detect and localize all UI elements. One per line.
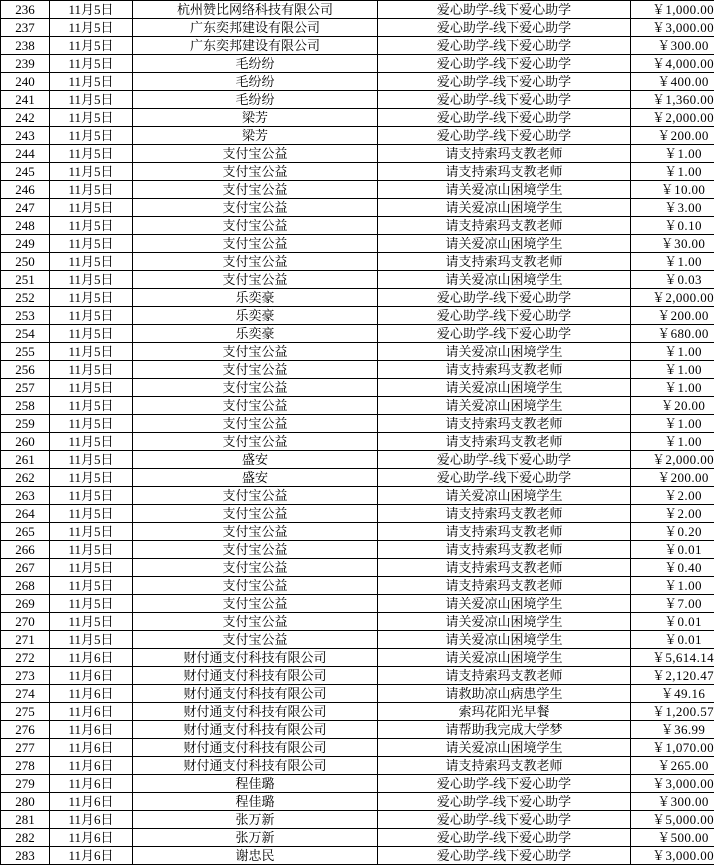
cell-date: 11月5日 <box>50 343 133 361</box>
cell-index: 256 <box>1 361 50 379</box>
cell-date: 11月5日 <box>50 613 133 631</box>
cell-date: 11月5日 <box>50 559 133 577</box>
cell-index: 254 <box>1 325 50 343</box>
cell-date: 11月5日 <box>50 1 133 19</box>
cell-date: 11月5日 <box>50 181 133 199</box>
cell-project: 请关爱凉山困境学生 <box>378 271 631 289</box>
cell-project: 爱心助学-线下爱心助学 <box>378 91 631 109</box>
cell-index: 263 <box>1 487 50 505</box>
cell-date: 11月5日 <box>50 37 133 55</box>
cell-date: 11月5日 <box>50 19 133 37</box>
table-row <box>1 721 714 739</box>
table-row <box>1 685 714 703</box>
cell-amount: ￥200.00 <box>631 469 714 487</box>
cell-date: 11月6日 <box>50 811 133 829</box>
cell-project: 请关爱凉山困境学生 <box>378 199 631 217</box>
cell-amount: ￥680.00 <box>631 325 714 343</box>
cell-date: 11月5日 <box>50 631 133 649</box>
table-row <box>1 541 714 559</box>
table-row <box>1 271 714 289</box>
cell-index: 277 <box>1 739 50 757</box>
cell-donor: 盛安 <box>133 469 378 487</box>
cell-donor: 支付宝公益 <box>133 397 378 415</box>
table-row <box>1 325 714 343</box>
cell-donor: 张万新 <box>133 811 378 829</box>
cell-project: 请关爱凉山困境学生 <box>378 631 631 649</box>
cell-project: 爱心助学-线下爱心助学 <box>378 307 631 325</box>
table-row <box>1 559 714 577</box>
cell-amount: ￥1.00 <box>631 415 714 433</box>
cell-date: 11月6日 <box>50 685 133 703</box>
cell-donor: 乐奕豪 <box>133 289 378 307</box>
cell-amount: ￥300.00 <box>631 793 714 811</box>
table-row <box>1 289 714 307</box>
table-row <box>1 217 714 235</box>
cell-project: 请支持索玛支教老师 <box>378 541 631 559</box>
cell-project: 请支持索玛支教老师 <box>378 667 631 685</box>
cell-date: 11月5日 <box>50 199 133 217</box>
cell-project: 请支持索玛支教老师 <box>378 559 631 577</box>
cell-donor: 毛纷纷 <box>133 55 378 73</box>
cell-project: 爱心助学-线下爱心助学 <box>378 55 631 73</box>
cell-index: 265 <box>1 523 50 541</box>
cell-project: 请支持索玛支教老师 <box>378 253 631 271</box>
cell-index: 260 <box>1 433 50 451</box>
cell-amount: ￥1,200.57 <box>631 703 714 721</box>
cell-amount: ￥5,614.14 <box>631 649 714 667</box>
cell-date: 11月5日 <box>50 163 133 181</box>
table-row <box>1 793 714 811</box>
cell-donor: 广东奕邦建设有限公司 <box>133 37 378 55</box>
cell-index: 238 <box>1 37 50 55</box>
cell-amount: ￥7.00 <box>631 595 714 613</box>
cell-date: 11月5日 <box>50 415 133 433</box>
cell-project: 爱心助学-线下爱心助学 <box>378 829 631 847</box>
cell-project: 爱心助学-线下爱心助学 <box>378 775 631 793</box>
cell-project: 爱心助学-线下爱心助学 <box>378 73 631 91</box>
cell-donor: 财付通支付科技有限公司 <box>133 703 378 721</box>
cell-index: 266 <box>1 541 50 559</box>
cell-date: 11月6日 <box>50 829 133 847</box>
cell-amount: ￥4,000.00 <box>631 55 714 73</box>
cell-index: 267 <box>1 559 50 577</box>
table-row <box>1 397 714 415</box>
cell-amount: ￥0.01 <box>631 613 714 631</box>
cell-date: 11月5日 <box>50 379 133 397</box>
cell-donor: 支付宝公益 <box>133 631 378 649</box>
cell-donor: 支付宝公益 <box>133 487 378 505</box>
cell-date: 11月5日 <box>50 451 133 469</box>
cell-date: 11月6日 <box>50 649 133 667</box>
cell-index: 245 <box>1 163 50 181</box>
cell-donor: 支付宝公益 <box>133 235 378 253</box>
cell-amount: ￥1.00 <box>631 577 714 595</box>
cell-index: 236 <box>1 1 50 19</box>
table-row <box>1 433 714 451</box>
cell-donor: 财付通支付科技有限公司 <box>133 667 378 685</box>
cell-index: 249 <box>1 235 50 253</box>
cell-date: 11月6日 <box>50 775 133 793</box>
cell-project: 请关爱凉山困境学生 <box>378 595 631 613</box>
cell-date: 11月6日 <box>50 703 133 721</box>
cell-date: 11月5日 <box>50 91 133 109</box>
cell-donor: 财付通支付科技有限公司 <box>133 757 378 775</box>
cell-amount: ￥5,000.00 <box>631 811 714 829</box>
cell-date: 11月5日 <box>50 523 133 541</box>
table-row <box>1 379 714 397</box>
cell-donor: 谢忠民 <box>133 847 378 865</box>
table-row <box>1 595 714 613</box>
cell-project: 请救助凉山病患学生 <box>378 685 631 703</box>
cell-index: 259 <box>1 415 50 433</box>
cell-amount: ￥1.00 <box>631 361 714 379</box>
cell-date: 11月5日 <box>50 253 133 271</box>
cell-date: 11月5日 <box>50 217 133 235</box>
table-row <box>1 577 714 595</box>
table-row <box>1 307 714 325</box>
cell-amount: ￥200.00 <box>631 127 714 145</box>
cell-amount: ￥2,120.47 <box>631 667 714 685</box>
cell-project: 爱心助学-线下爱心助学 <box>378 289 631 307</box>
cell-index: 271 <box>1 631 50 649</box>
cell-donor: 支付宝公益 <box>133 271 378 289</box>
cell-index: 253 <box>1 307 50 325</box>
table-row <box>1 649 714 667</box>
cell-donor: 毛纷纷 <box>133 73 378 91</box>
cell-amount: ￥36.99 <box>631 721 714 739</box>
cell-date: 11月5日 <box>50 595 133 613</box>
cell-index: 237 <box>1 19 50 37</box>
cell-project: 请支持索玛支教老师 <box>378 505 631 523</box>
table-row <box>1 37 714 55</box>
cell-donor: 财付通支付科技有限公司 <box>133 649 378 667</box>
cell-donor: 盛安 <box>133 451 378 469</box>
cell-donor: 支付宝公益 <box>133 523 378 541</box>
cell-amount: ￥0.20 <box>631 523 714 541</box>
cell-amount: ￥0.10 <box>631 217 714 235</box>
cell-index: 280 <box>1 793 50 811</box>
cell-donor: 支付宝公益 <box>133 181 378 199</box>
table-row <box>1 199 714 217</box>
cell-amount: ￥1.00 <box>631 163 714 181</box>
cell-project: 请支持索玛支教老师 <box>378 415 631 433</box>
cell-donor: 支付宝公益 <box>133 505 378 523</box>
cell-donor: 支付宝公益 <box>133 559 378 577</box>
cell-index: 281 <box>1 811 50 829</box>
cell-amount: ￥1.00 <box>631 433 714 451</box>
cell-amount: ￥2,000.00 <box>631 109 714 127</box>
cell-amount: ￥3,000.00 <box>631 775 714 793</box>
cell-donor: 支付宝公益 <box>133 415 378 433</box>
cell-date: 11月6日 <box>50 721 133 739</box>
cell-date: 11月5日 <box>50 271 133 289</box>
table-row <box>1 235 714 253</box>
table-row <box>1 469 714 487</box>
cell-amount: ￥49.16 <box>631 685 714 703</box>
cell-donor: 财付通支付科技有限公司 <box>133 685 378 703</box>
cell-project: 请关爱凉山困境学生 <box>378 613 631 631</box>
cell-project: 爱心助学-线下爱心助学 <box>378 451 631 469</box>
table-row <box>1 739 714 757</box>
cell-project: 爱心助学-线下爱心助学 <box>378 811 631 829</box>
cell-donor: 支付宝公益 <box>133 577 378 595</box>
cell-project: 请帮助我完成大学梦 <box>378 721 631 739</box>
cell-amount: ￥1,000.00 <box>631 1 714 19</box>
cell-index: 242 <box>1 109 50 127</box>
cell-donor: 支付宝公益 <box>133 361 378 379</box>
table-row <box>1 487 714 505</box>
cell-date: 11月5日 <box>50 145 133 163</box>
cell-donor: 支付宝公益 <box>133 217 378 235</box>
cell-project: 请支持索玛支教老师 <box>378 163 631 181</box>
cell-project: 请支持索玛支教老师 <box>378 361 631 379</box>
cell-donor: 乐奕豪 <box>133 325 378 343</box>
cell-amount: ￥0.03 <box>631 271 714 289</box>
cell-project: 请支持索玛支教老师 <box>378 145 631 163</box>
cell-date: 11月5日 <box>50 505 133 523</box>
cell-donor: 乐奕豪 <box>133 307 378 325</box>
cell-date: 11月5日 <box>50 307 133 325</box>
cell-index: 261 <box>1 451 50 469</box>
cell-index: 272 <box>1 649 50 667</box>
cell-amount: ￥3,000.00 <box>631 847 714 865</box>
cell-donor: 支付宝公益 <box>133 433 378 451</box>
cell-date: 11月5日 <box>50 325 133 343</box>
cell-amount: ￥400.00 <box>631 73 714 91</box>
cell-index: 258 <box>1 397 50 415</box>
table-row <box>1 181 714 199</box>
cell-amount: ￥0.01 <box>631 541 714 559</box>
cell-donor: 支付宝公益 <box>133 595 378 613</box>
cell-amount: ￥2.00 <box>631 505 714 523</box>
cell-amount: ￥2,000.00 <box>631 451 714 469</box>
cell-index: 268 <box>1 577 50 595</box>
cell-donor: 支付宝公益 <box>133 343 378 361</box>
cell-amount: ￥0.40 <box>631 559 714 577</box>
cell-index: 275 <box>1 703 50 721</box>
cell-donor: 财付通支付科技有限公司 <box>133 721 378 739</box>
cell-date: 11月6日 <box>50 757 133 775</box>
table-row <box>1 127 714 145</box>
cell-index: 240 <box>1 73 50 91</box>
cell-index: 270 <box>1 613 50 631</box>
cell-donor: 支付宝公益 <box>133 613 378 631</box>
cell-date: 11月5日 <box>50 235 133 253</box>
cell-date: 11月6日 <box>50 739 133 757</box>
table-row <box>1 613 714 631</box>
cell-index: 239 <box>1 55 50 73</box>
cell-amount: ￥265.00 <box>631 757 714 775</box>
cell-donor: 支付宝公益 <box>133 163 378 181</box>
table-row <box>1 361 714 379</box>
cell-index: 264 <box>1 505 50 523</box>
cell-amount: ￥1.00 <box>631 145 714 163</box>
cell-date: 11月5日 <box>50 127 133 145</box>
cell-amount: ￥30.00 <box>631 235 714 253</box>
cell-project: 请关爱凉山困境学生 <box>378 235 631 253</box>
cell-amount: ￥1.00 <box>631 343 714 361</box>
cell-index: 241 <box>1 91 50 109</box>
cell-index: 255 <box>1 343 50 361</box>
cell-donor: 广东奕邦建设有限公司 <box>133 19 378 37</box>
cell-project: 请关爱凉山困境学生 <box>378 181 631 199</box>
cell-index: 247 <box>1 199 50 217</box>
cell-donor: 支付宝公益 <box>133 253 378 271</box>
cell-project: 请支持索玛支教老师 <box>378 433 631 451</box>
cell-index: 274 <box>1 685 50 703</box>
cell-date: 11月5日 <box>50 469 133 487</box>
cell-amount: ￥2.00 <box>631 487 714 505</box>
table-row <box>1 73 714 91</box>
cell-date: 11月5日 <box>50 109 133 127</box>
cell-project: 爱心助学-线下爱心助学 <box>378 127 631 145</box>
cell-donor: 张万新 <box>133 829 378 847</box>
table-row <box>1 19 714 37</box>
cell-donor: 支付宝公益 <box>133 541 378 559</box>
cell-project: 请支持索玛支教老师 <box>378 757 631 775</box>
cell-date: 11月5日 <box>50 289 133 307</box>
cell-donor: 杭州赞比网络科技有限公司 <box>133 1 378 19</box>
cell-date: 11月6日 <box>50 847 133 865</box>
cell-date: 11月5日 <box>50 577 133 595</box>
cell-amount: ￥3.00 <box>631 199 714 217</box>
cell-amount: ￥1.00 <box>631 379 714 397</box>
cell-date: 11月5日 <box>50 73 133 91</box>
cell-index: 246 <box>1 181 50 199</box>
cell-project: 请关爱凉山困境学生 <box>378 379 631 397</box>
cell-project: 爱心助学-线下爱心助学 <box>378 1 631 19</box>
cell-project: 爱心助学-线下爱心助学 <box>378 469 631 487</box>
cell-donor: 程佳璐 <box>133 793 378 811</box>
cell-project: 请关爱凉山困境学生 <box>378 397 631 415</box>
cell-donor: 毛纷纷 <box>133 91 378 109</box>
cell-project: 爱心助学-线下爱心助学 <box>378 109 631 127</box>
cell-date: 11月5日 <box>50 397 133 415</box>
cell-index: 273 <box>1 667 50 685</box>
cell-date: 11月5日 <box>50 433 133 451</box>
cell-project: 爱心助学-线下爱心助学 <box>378 847 631 865</box>
cell-donor: 程佳璐 <box>133 775 378 793</box>
table-row <box>1 145 714 163</box>
cell-amount: ￥20.00 <box>631 397 714 415</box>
cell-project: 爱心助学-线下爱心助学 <box>378 325 631 343</box>
cell-project: 索玛花阳光早餐 <box>378 703 631 721</box>
table-row <box>1 415 714 433</box>
cell-amount: ￥2,000.00 <box>631 289 714 307</box>
table-row <box>1 343 714 361</box>
cell-date: 11月6日 <box>50 667 133 685</box>
cell-index: 257 <box>1 379 50 397</box>
table-row <box>1 631 714 649</box>
cell-date: 11月5日 <box>50 361 133 379</box>
cell-date: 11月5日 <box>50 487 133 505</box>
cell-donor: 支付宝公益 <box>133 199 378 217</box>
cell-index: 283 <box>1 847 50 865</box>
cell-project: 请支持索玛支教老师 <box>378 217 631 235</box>
cell-index: 262 <box>1 469 50 487</box>
cell-amount: ￥1,070.00 <box>631 739 714 757</box>
cell-amount: ￥1.00 <box>631 253 714 271</box>
cell-index: 251 <box>1 271 50 289</box>
cell-donor: 梁芳 <box>133 109 378 127</box>
cell-amount: ￥500.00 <box>631 829 714 847</box>
cell-amount: ￥3,000.00 <box>631 19 714 37</box>
cell-project: 爱心助学-线下爱心助学 <box>378 793 631 811</box>
table-row <box>1 451 714 469</box>
cell-project: 请关爱凉山困境学生 <box>378 343 631 361</box>
cell-amount: ￥1,360.00 <box>631 91 714 109</box>
cell-index: 278 <box>1 757 50 775</box>
table-row <box>1 91 714 109</box>
cell-index: 269 <box>1 595 50 613</box>
cell-donor: 支付宝公益 <box>133 145 378 163</box>
cell-index: 282 <box>1 829 50 847</box>
cell-project: 请关爱凉山困境学生 <box>378 739 631 757</box>
table-row <box>1 811 714 829</box>
table-row <box>1 523 714 541</box>
cell-date: 11月6日 <box>50 793 133 811</box>
cell-donor: 梁芳 <box>133 127 378 145</box>
table-row <box>1 847 714 865</box>
cell-date: 11月5日 <box>50 55 133 73</box>
table-row <box>1 505 714 523</box>
table-row <box>1 667 714 685</box>
cell-amount: ￥300.00 <box>631 37 714 55</box>
table-row <box>1 775 714 793</box>
cell-index: 252 <box>1 289 50 307</box>
table-row <box>1 1 714 19</box>
cell-index: 248 <box>1 217 50 235</box>
cell-index: 244 <box>1 145 50 163</box>
cell-amount: ￥10.00 <box>631 181 714 199</box>
cell-project: 请支持索玛支教老师 <box>378 523 631 541</box>
cell-project: 爱心助学-线下爱心助学 <box>378 37 631 55</box>
donation-table-body <box>1 1 714 865</box>
cell-index: 276 <box>1 721 50 739</box>
cell-project: 爱心助学-线下爱心助学 <box>378 19 631 37</box>
table-row <box>1 55 714 73</box>
table-row <box>1 163 714 181</box>
cell-amount: ￥0.01 <box>631 631 714 649</box>
cell-amount: ￥200.00 <box>631 307 714 325</box>
cell-date: 11月5日 <box>50 541 133 559</box>
table-row <box>1 829 714 847</box>
cell-index: 250 <box>1 253 50 271</box>
cell-index: 243 <box>1 127 50 145</box>
cell-donor: 财付通支付科技有限公司 <box>133 739 378 757</box>
table-row <box>1 109 714 127</box>
cell-donor: 支付宝公益 <box>133 379 378 397</box>
cell-project: 请关爱凉山困境学生 <box>378 487 631 505</box>
table-row <box>1 253 714 271</box>
cell-project: 请支持索玛支教老师 <box>378 577 631 595</box>
cell-project: 请关爱凉山困境学生 <box>378 649 631 667</box>
table-row <box>1 757 714 775</box>
cell-index: 279 <box>1 775 50 793</box>
table-row <box>1 703 714 721</box>
